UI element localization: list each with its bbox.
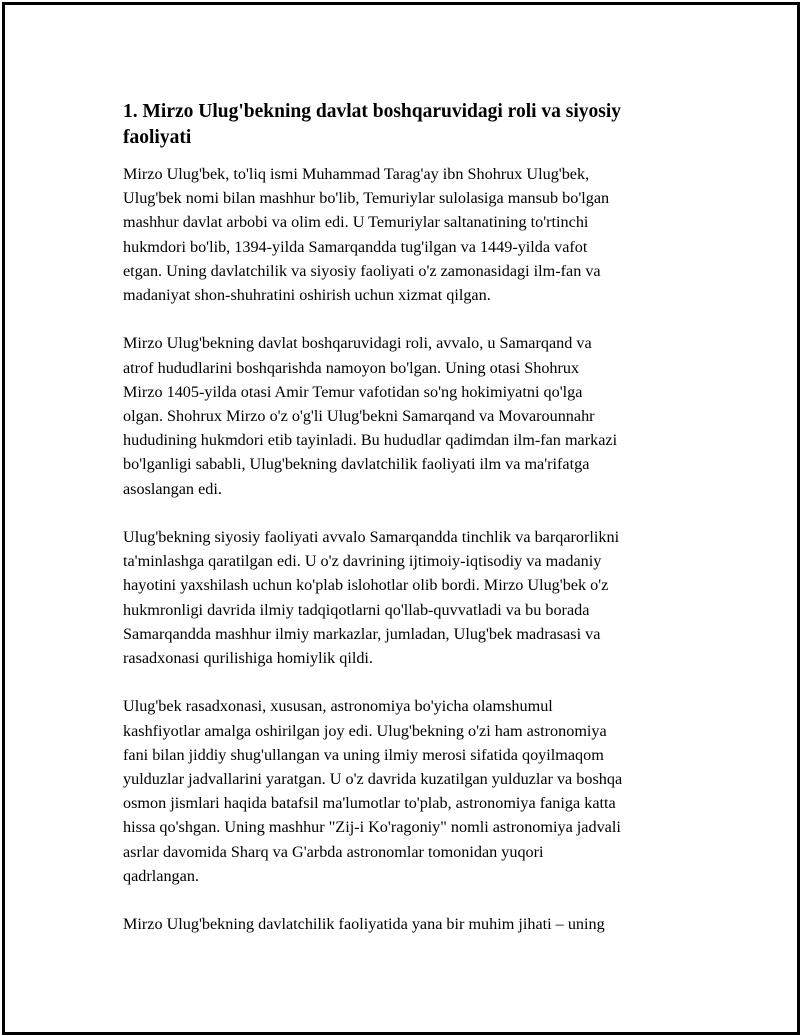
text-line: Ulug'bek nomi bilan mashhur bo'lib, Temuriylar sulolasiga mansub bo'lgan bbox=[123, 189, 610, 208]
text-line: asoslangan edi. bbox=[123, 479, 222, 498]
text-line: madaniyat shon-shuhratini oshirish uchun xizmat qilgan. bbox=[123, 286, 491, 305]
text-line: olgan. Shohrux Mirzo o'z o'g'li Ulug'bekni Samarqand va Movarounnahr bbox=[123, 407, 595, 426]
document-body bbox=[123, 99, 683, 936]
document-title bbox=[123, 99, 683, 151]
text-line: hukmronligi davrida ilmiy tadqiqotlarni qo'llab-quvvatladi va bu borada bbox=[123, 600, 590, 619]
text-line: Mirzo Ulug'bekning davlat boshqaruvidagi roli, avvalo, u Samarqand va bbox=[123, 334, 592, 353]
paragraph-2 bbox=[123, 331, 683, 500]
title-line: faoliyati bbox=[123, 127, 192, 148]
paragraph-4 bbox=[123, 694, 683, 888]
text-line: hududining hukmdori etib tayinladi. Bu hududlar qadimdan ilm-fan markazi bbox=[123, 431, 618, 450]
paragraph-5 bbox=[123, 912, 683, 936]
text-line: kashfiyotlar amalga oshirilgan joy edi. Ulug'bekning o'zi ham astronomiya bbox=[123, 721, 607, 740]
text-line: Samarqandda mashhur ilmiy markazlar, jumladan, Ulug'bek madrasasi va bbox=[123, 624, 601, 643]
text-line: atrof hududlarini boshqarishda namoyon bo'lgan. Uning otasi Shohrux bbox=[123, 358, 580, 377]
text-line: Ulug'bek rasadxonasi, xususan, astronomiya bo'yicha olamshumul bbox=[123, 697, 553, 716]
text-line: yulduzlar jadvallarini yaratgan. U o'z davrida kuzatilgan yulduzlar va boshqa bbox=[123, 770, 623, 789]
text-line: bo'lganligi sababli, Ulug'bekning davlatchilik faoliyati ilm va ma'rifatga bbox=[123, 455, 590, 474]
text-line: Mirzo Ulug'bek, to'liq ismi Muhammad Tarag'ay ibn Shohrux Ulug'bek, bbox=[123, 165, 590, 183]
document-page bbox=[2, 2, 800, 1035]
text-line: asrlar davomida Sharq va G'arbda astronomlar tomonidan yuqori bbox=[123, 842, 544, 861]
text-line: ta'minlashga qaratilgan edi. U o'z davrining ijtimoiy-iqtisodiy va madaniy bbox=[123, 552, 602, 571]
text-line: osmon jismlari haqida batafsil ma'lumotlar to'plab, astronomiya faniga katta bbox=[123, 794, 616, 813]
text-line: hukmdori bo'lib, 1394-yilda Samarqandda tug'ilgan va 1449-yilda vafot bbox=[123, 237, 588, 256]
paragraph-1 bbox=[123, 162, 683, 307]
text-line: etgan. Uning davlatchilik va siyosiy faoliyati o'z zamonasidagi ilm-fan va bbox=[123, 261, 601, 280]
text-line: Mirzo 1405-yilda otasi Amir Temur vafotidan so'ng hokimiyatni qo'lga bbox=[123, 382, 583, 401]
text-line: Ulug'bekning siyosiy faoliyati avvalo Samarqandda tinchlik va barqarorlikni bbox=[123, 528, 620, 547]
text-line: fani bilan jiddiy shug'ullangan va uning ilmiy merosi sifatida qoyilmaqom bbox=[123, 745, 604, 764]
text-line: hissa qo'shgan. Uning mashhur "Zij-i Ko'ragoniy" nomli astronomiya jadvali bbox=[123, 818, 621, 837]
title-line: 1. Mirzo Ulug'bekning davlat boshqaruvidagi roli va siyosiy bbox=[123, 101, 622, 122]
text-line: qadrlangan. bbox=[123, 866, 199, 885]
paragraph-3 bbox=[123, 525, 683, 670]
text-line: Mirzo Ulug'bekning davlatchilik faoliyatida yana bir muhim jihati – uning bbox=[123, 915, 605, 934]
text-line: mashhur davlat arbobi va olim edi. U Temuriylar saltanatining to'rtinchi bbox=[123, 213, 589, 232]
text-line: rasadxonasi qurilishiga homiylik qildi. bbox=[123, 649, 373, 668]
text-line: hayotini yaxshilash uchun ko'plab islohotlar olib bordi. Mirzo Ulug'bek o'z bbox=[123, 576, 609, 595]
